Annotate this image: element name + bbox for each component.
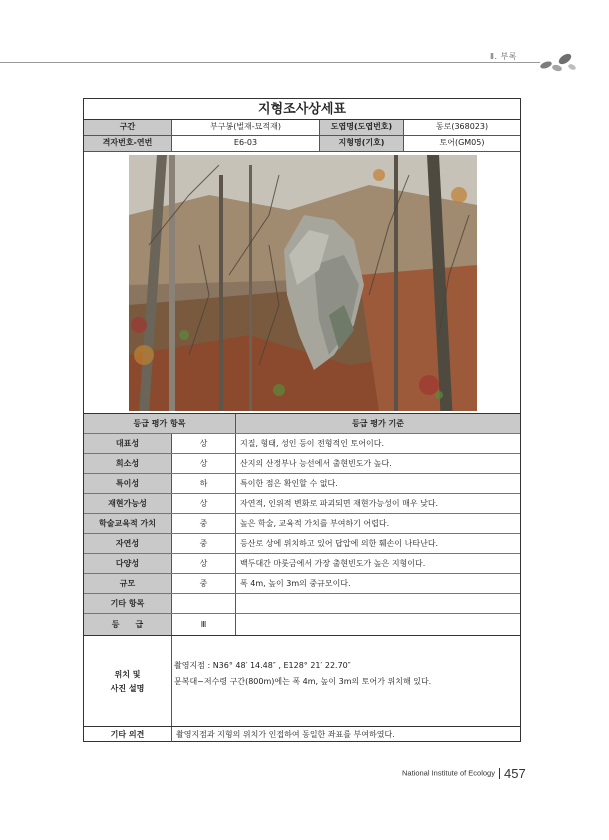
info-row [84, 120, 520, 136]
location-label-line1: 위치 및 [114, 670, 141, 679]
landform-label-cell: 지형명(기호) [320, 136, 404, 151]
note-label: 기타 의견 [84, 727, 172, 742]
eval-grade: 상 [172, 454, 236, 473]
eval-criteria: 특이한 점은 확인할 수 없다. [240, 479, 338, 488]
leaf-decoration-icon [538, 50, 578, 76]
landform-value-cell: 토어(GM05) [439, 138, 485, 147]
form-title: 지형조사상세표 [84, 99, 520, 120]
eval-row [84, 574, 520, 594]
eval-item: 대표성 [84, 434, 172, 453]
eval-row [84, 434, 520, 454]
eval-row [84, 454, 520, 474]
eval-grade: 중 [172, 574, 236, 593]
location-content [174, 658, 431, 690]
eval-criteria-header: 등급 평가 기준 [236, 414, 520, 433]
eval-item: 등 급 [84, 614, 172, 635]
eval-grade: 상 [172, 494, 236, 513]
eval-criteria [236, 594, 520, 613]
photo-area [84, 152, 520, 414]
eval-row [84, 534, 520, 554]
eval-criteria: 폭 4m, 높이 3m의 중규모이다. [240, 579, 351, 588]
eval-item: 기타 항목 [84, 594, 172, 613]
eval-row [84, 554, 520, 574]
eval-grade: 상 [172, 434, 236, 453]
location-description: 문복대~저수령 구간(800m)에는 폭 4m, 높이 3m의 토어가 위치해 있다. [174, 677, 432, 686]
eval-grade [172, 594, 236, 613]
eval-criteria: 등산로 상에 위치하고 있어 답압에 의한 훼손이 나타난다. [240, 539, 439, 548]
note-value: 촬영지점과 지형의 위치가 인접하여 동일한 좌표를 부여하였다. [176, 730, 395, 739]
info-row [84, 136, 520, 152]
header-rule [0, 62, 540, 63]
eval-criteria: 백두대간 마룻금에서 가장 출현빈도가 높은 지형이다. [240, 559, 426, 568]
eval-grade: Ⅲ [172, 614, 236, 635]
eval-criteria [236, 614, 520, 635]
page-number: 457 [503, 766, 526, 781]
grid-number-label-cell: 격자번호-연번 [84, 136, 172, 151]
location-coordinates: 촬영지점 : N36° 48′ 14.48″ , E128° 21′ 22.70″ [174, 661, 351, 670]
eval-header-row [84, 414, 520, 434]
location-section [84, 636, 520, 727]
eval-item: 자연성 [84, 534, 172, 553]
note-row [84, 727, 520, 742]
footer-divider [499, 768, 500, 779]
location-label [84, 636, 172, 726]
section-label: Ⅱ. 부록 [490, 52, 517, 61]
eval-grade: 중 [172, 514, 236, 533]
terrain-survey-form [83, 98, 521, 742]
institute-name: National Institute of Ecology [402, 768, 495, 778]
eval-criteria: 높은 학술, 교육적 가치를 부여하기 어렵다. [240, 519, 390, 528]
eval-item: 규모 [84, 574, 172, 593]
eval-criteria: 산지의 산정부나 능선에서 출현빈도가 높다. [240, 459, 392, 468]
map-sheet-value-cell: 동로(368023) [435, 122, 489, 131]
eval-item-header: 등급 평가 항목 [84, 414, 236, 433]
page-footer [402, 766, 526, 781]
eval-row [84, 494, 520, 514]
eval-row [84, 474, 520, 494]
eval-row [84, 614, 520, 636]
tor-rock-photo [129, 155, 477, 411]
grid-number-value-cell: E6-03 [172, 136, 320, 151]
section-label-cell: 구간 [84, 120, 172, 135]
eval-item: 학술교육적 가치 [84, 514, 172, 533]
eval-item: 재현가능성 [84, 494, 172, 513]
map-sheet-label-cell: 도엽명(도엽번호) [320, 120, 404, 135]
eval-criteria: 지질, 형태, 성인 등이 전형적인 토어이다. [240, 439, 384, 448]
eval-item: 다양성 [84, 554, 172, 573]
eval-criteria: 자연적, 인위적 변화로 파괴되면 재현가능성이 매우 낮다. [240, 499, 439, 508]
eval-row [84, 514, 520, 534]
eval-row [84, 594, 520, 614]
eval-grade: 상 [172, 554, 236, 573]
eval-item: 특이성 [84, 474, 172, 493]
eval-grade: 하 [172, 474, 236, 493]
section-value-cell: 부구봉(벌재-묘적재) [172, 120, 320, 135]
eval-item: 희소성 [84, 454, 172, 473]
eval-grade: 중 [172, 534, 236, 553]
location-label-line2: 사진 설명 [110, 684, 145, 693]
